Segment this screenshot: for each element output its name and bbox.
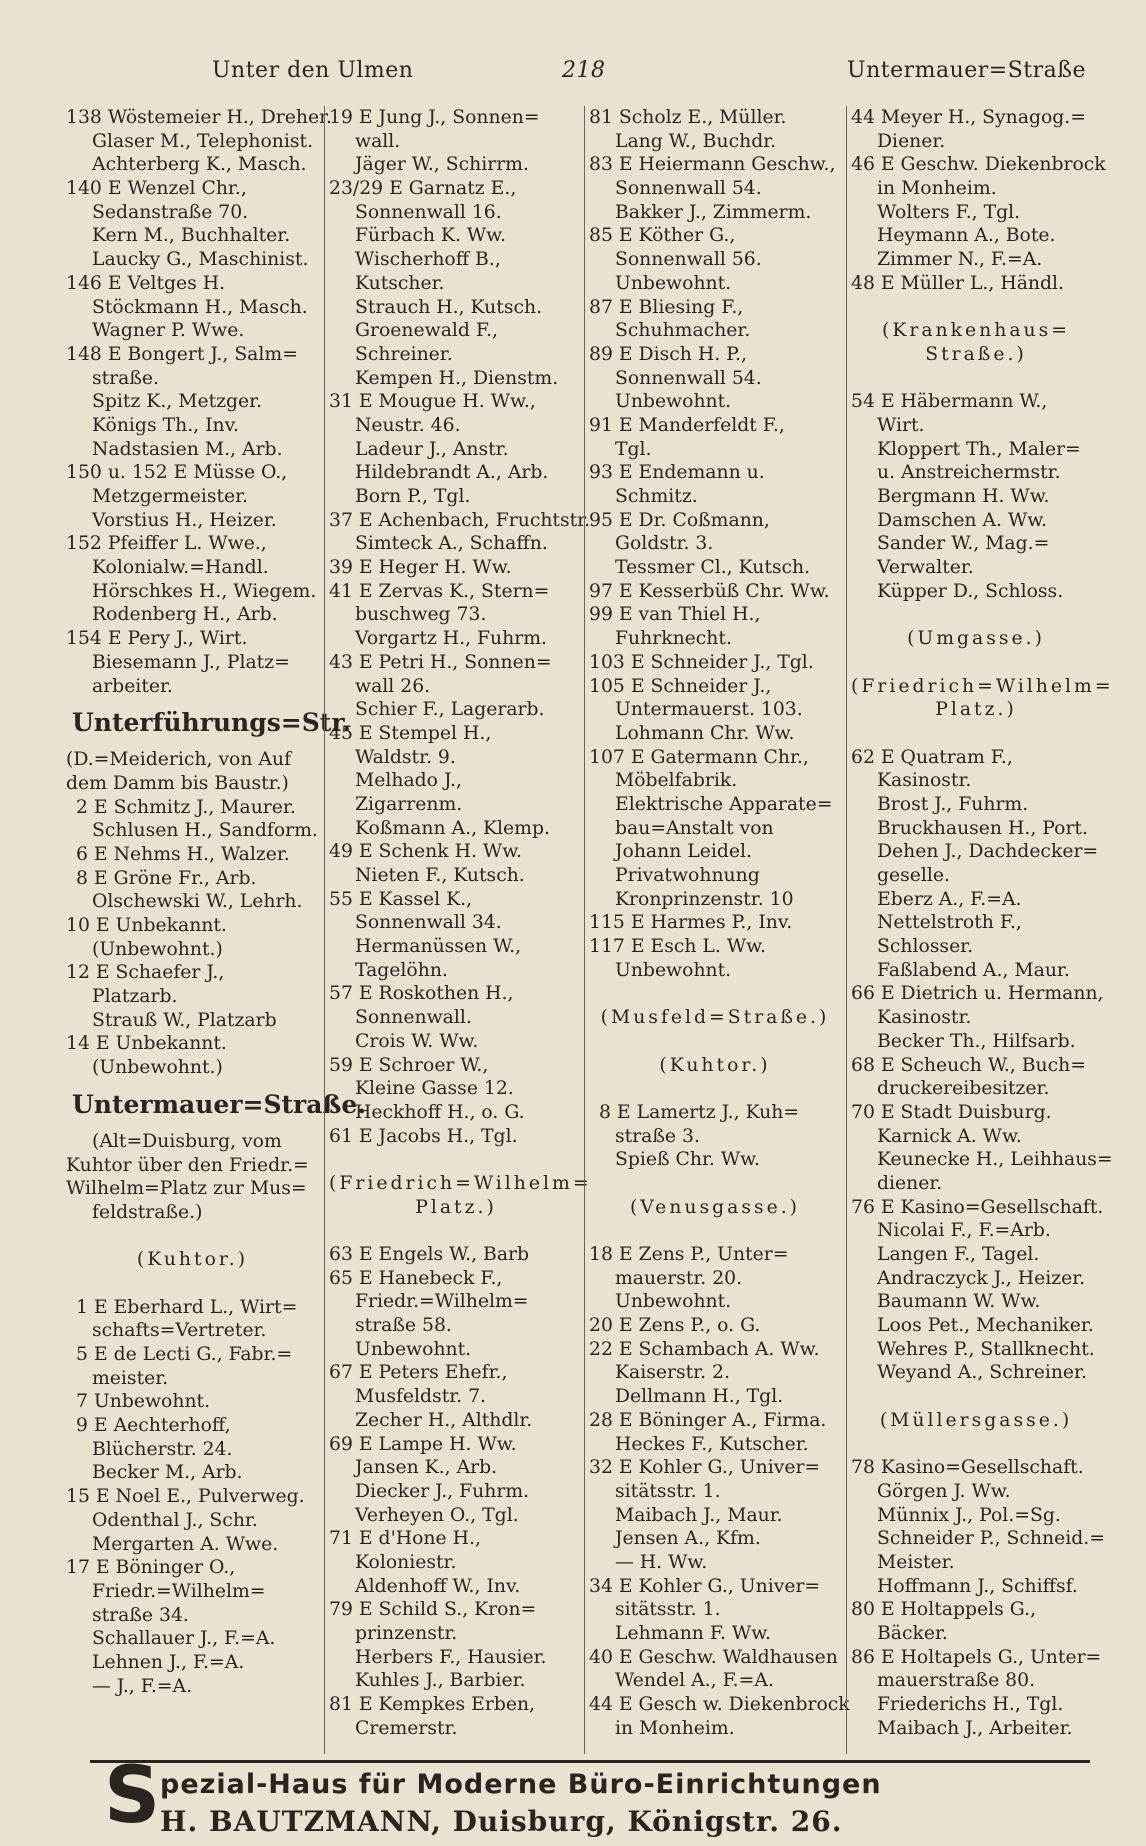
directory-entry: 5 E de Lecti G., Fabr.= [76,1344,293,1365]
directory-entry: 32 E Kohler G., Univer= [589,1457,821,1479]
directory-entry: 62 E Quatram F., [851,746,1013,768]
directory-entry: Schlosser. [877,936,974,958]
directory-entry: Fuhrknecht. [615,628,732,650]
directory-entry: 87 E Bliesing F., [589,296,744,318]
directory-entry: geselle. [877,865,950,886]
directory-entry [329,1219,583,1243]
directory-entry: 80 E Holtappels G., [851,1599,1037,1621]
directory-entry: Loos Pet., Mechaniker. [877,1315,1094,1337]
directory-entry: Wendel A., F.=A. [615,1670,774,1692]
directory-entry: Schallauer J., F.=A. [92,1628,276,1650]
directory-entry: 85 E Köther G., [589,225,736,247]
directory-entry: 152 Pfeiffer L. Wwe., [66,533,267,555]
directory-entry: 28 E Böninger A., Firma. [589,1409,827,1431]
directory-entry: Herbers F., Hausier. [355,1646,547,1668]
directory-entry: 12 E Schaefer J., [66,962,225,984]
directory-entry: Strauß W., Platzarb [92,1009,277,1031]
directory-entry: 15 E Noel E., Pulverweg. [66,1486,305,1508]
directory-entry: Karnick A. Ww. [877,1125,1022,1147]
directory-entry: Vorstius H., Heizer. [92,509,277,531]
directory-entry: 81 Scholz E., Müller. [589,107,787,128]
column-4 [846,106,1114,1754]
directory-entry: Born P., Tgl. [355,486,471,507]
directory-entry: Kloppert Th., Maler= [877,438,1081,460]
directory-entry: Rodenberg H., Arb. [92,604,278,626]
section-label: (Umgasse.) [907,628,1045,650]
directory-entry: Blücherstr. 24. [92,1438,233,1460]
directory-entry: 83 E Heiermann Geschw., [589,154,836,176]
directory-entry: Becker Th., Hilfsarb. [877,1030,1076,1052]
directory-entry: Spitz K., Metzger. [92,391,263,413]
directory-entry: Diecker J., Fuhrm. [355,1480,530,1502]
directory-entry: Olschewski W., Lehrh. [92,891,303,913]
page-header [100,58,1086,98]
directory-entry: Elektrische Apparate= [615,793,833,815]
directory-entry [851,722,1101,746]
directory-entry: sitätsstr. 1. [615,1599,721,1621]
directory-entry: Sonnenwall 54. [615,367,762,389]
directory-entry: Schreiner. [355,343,453,365]
directory-entry: Wirt. [877,414,925,436]
directory-entry: 93 E Endemann u. [589,462,765,484]
directory-entry: Langen F., Tagel. [877,1244,1040,1265]
directory-entry: Unbewohnt. [615,272,732,294]
directory-entry: Diener. [877,130,946,152]
directory-entry [851,651,1101,675]
directory-entry: Kern M., Buchhalter. [92,225,291,247]
directory-entry: Nettelstroth F., [877,912,1022,934]
directory-entry: Tagelöhn. [355,959,448,981]
directory-entry: 23/29 E Garnatz E., [329,178,517,200]
directory-entry: Johann Leidel. [615,841,752,863]
directory-entry: Kuhles J., Barbier. [355,1670,526,1692]
directory-entry: Biesemann J., Platz= [92,651,290,673]
section-label: (Venusgasse.) [629,1196,801,1218]
directory-entry: Lang W., Buchdr. [615,130,777,152]
column-1 [66,106,367,1754]
directory-entry: Schlusen H., Sandform. [92,820,318,842]
directory-entry: 148 E Bongert J., Salm= [66,343,298,365]
directory-entry: feldstraße.) [92,1201,203,1223]
directory-entry: straße 3. [615,1125,700,1147]
directory-entry: 70 E Stadt Duisburg. [851,1101,1052,1123]
directory-entry: Sonnenwall 54. [615,178,762,200]
directory-entry: Maibach J., Arbeiter. [877,1717,1073,1739]
directory-entry: Odenthal J., Schr. [92,1509,258,1531]
directory-entry: 61 E Jacobs H., Tgl. [329,1125,518,1147]
directory-entry: Sedanstraße 70. [92,201,249,223]
directory-entry: Kasinostr. [877,770,972,792]
directory-entry: 81 E Kempkes Erben, [329,1694,536,1716]
directory-entry: Lohmann Chr. Ww. [615,722,795,744]
directory-entry: Andraczyck J., Heizer. [877,1267,1086,1289]
directory-entry: bau=Anstalt von [615,817,774,839]
directory-entry: 76 E Kasino=Gesellschaft. [851,1196,1104,1218]
directory-entry: Tessmer Cl., Kutsch. [615,557,811,579]
directory-entry: 8 E Gröne Fr., Arb. [76,867,257,889]
directory-entry: Dehen J., Dachdecker= [877,841,1099,863]
directory-entry: Sonnenwall 56. [615,249,762,271]
directory-entry: (Alt=Duisburg, vom [92,1130,282,1152]
directory-entry: 69 E Lampe H. Ww. [329,1433,517,1455]
directory-entry: 78 Kasino=Gesellschaft. [851,1457,1084,1479]
directory-entry [66,1272,319,1296]
directory-entry: Waldstr. 9. [355,746,456,768]
directory-entry: Wolters F., Tgl. [877,201,1021,223]
directory-entry: Wagner P. Wwe. [92,320,245,342]
directory-entry: mauerstraße 80. [877,1670,1036,1692]
directory-entry: Zecher H., Althdlr. [355,1409,533,1431]
section-label: Straße.) [925,343,1027,365]
directory-entry: druckereibesitzer. [877,1078,1050,1100]
directory-entry: Cremerstr. [355,1717,458,1739]
directory-entry: Hörschkes H., Wiegem. [92,580,317,602]
directory-entry: Kasinostr. [877,1007,972,1029]
directory-entry: 31 E Mougue H. Ww., [329,391,536,413]
directory-entry: Bakker J., Zimmerm. [615,201,812,223]
directory-entry: 10 E Unbekannt. [66,915,227,936]
directory-entry [851,1433,1101,1457]
directory-entry: 46 E Geschw. Diekenbrock [851,154,1106,176]
directory-entry: arbeiter. [92,675,173,697]
directory-entry: Sander W., Mag.= [877,533,1050,555]
directory-entry: Baumann W. Ww. [877,1291,1041,1313]
directory-entry: Kempen H., Dienstm. [355,367,559,389]
section-label: Platz.) [415,1196,497,1218]
directory-entry: Friedr.=Wilhelm= [92,1580,266,1602]
directory-entry: Lehmann F. Ww. [615,1623,772,1644]
directory-entry: Bruckhausen H., Port. [877,817,1088,839]
directory-entry: 1 E Eberhard L., Wirt= [76,1296,298,1318]
directory-entry: 18 E Zens P., Unter= [589,1244,789,1265]
directory-entry [851,1385,1101,1409]
directory-entry: Privatwohnung [615,865,760,886]
directory-entry: Nieten F., Kutsch. [355,865,525,886]
directory-entry: Damschen A. Ww. [877,509,1048,531]
directory-entry: (Unbewohnt.) [92,1057,223,1079]
directory-entry: Faßlabend A., Maur. [877,959,1070,981]
directory-entry: Tgl. [615,438,652,460]
directory-entry: 37 E Achenbach, Fruchtstr. [329,509,591,531]
directory-entry [589,1219,841,1243]
directory-entry: 41 E Zervas K., Stern= [329,580,550,602]
directory-entry: Kuhtor über den Friedr.= [66,1154,309,1176]
directory-entry: Sonnenwall 34. [355,912,502,934]
directory-entry: 65 E Hanebeck F., [329,1267,503,1289]
advertisement [90,1751,1090,1843]
directory-entry: Lehnen J., F.=A. [92,1651,245,1673]
section-label: (Krankenhaus= [882,320,1070,342]
directory-entry: Brost J., Fuhrm. [877,793,1029,815]
directory-entry: meister. [92,1367,169,1389]
directory-entry: 71 E d'Hone H., [329,1528,481,1550]
directory-entry: Kronprinzenstr. 10 [615,888,794,910]
directory-entry: 95 E Dr. Coßmann, [589,509,770,531]
header-right: Untermauer=Straße [847,58,1086,83]
directory-entry [851,367,1101,391]
directory-entry: Görgen J. Ww. [877,1480,1011,1502]
directory-entry: Melhado J., [355,770,462,792]
ad-line-2: H. BAUTZMANN, Duisburg, Königstr. 26. [160,1805,843,1838]
directory-entry: Keunecke H., Leihhaus= [877,1149,1113,1171]
directory-entry: Heckhoff H., o. G. [355,1101,525,1123]
directory-entry: Unbewohnt. [615,1291,732,1313]
directory-entry: buschweg 73. [355,604,487,626]
directory-entry: Schneider P., Schneid.= [877,1528,1105,1550]
header-left: Unter den Ulmen [212,58,414,83]
directory-entry: Simteck A., Schaffn. [355,533,548,555]
directory-entry: 66 E Dietrich u. Hermann, [851,983,1104,1005]
directory-entry: 2 E Schmitz J., Maurer. [76,796,296,818]
directory-entry [589,1172,841,1196]
directory-entry: 67 E Peters Ehefr., [329,1362,508,1384]
section-label: (Müllersgasse.) [879,1409,1073,1431]
directory-entry: 57 E Roskothen H., [329,983,514,1005]
ad-initial: S [104,1751,161,1841]
directory-entry: Aldenhoff W., Inv. [355,1575,521,1597]
directory-entry: 34 E Kohler G., Univer= [589,1575,821,1597]
directory-entry: Neustr. 46. [355,414,461,436]
section-label: (Musfeld=Straße.) [600,1007,830,1029]
directory-entry: — J., F.=A. [92,1675,193,1697]
directory-entry: Metzgermeister. [92,486,249,507]
directory-entry: Hildebrandt A., Arb. [355,462,549,484]
directory-entry [66,1225,319,1249]
directory-entry: Verwalter. [877,557,974,579]
directory-entry [851,603,1101,627]
directory-entry: Friedr.=Wilhelm= [355,1291,529,1313]
directory-entry: 115 E Harmes P., Inv. [589,912,793,934]
directory-entry: wall. [355,130,401,152]
directory-entry: in Monheim. [615,1717,735,1739]
directory-entry: Crois W. Ww. [355,1030,479,1052]
directory-entry: Laucky G., Maschinist. [92,249,309,271]
directory-entry: Koloniestr. [355,1551,457,1573]
directory-entry: 99 E van Thiel H., [589,604,761,626]
section-label: (Kuhtor.) [659,1054,771,1076]
directory-entry: dem Damm bis Baustr.) [66,772,289,794]
directory-entry: Koßmann A., Klemp. [355,817,550,839]
directory-entry: 39 E Heger H. Ww. [329,557,512,579]
directory-entry: Untermauerst. 103. [615,699,803,721]
directory-entry: Heymann A., Bote. [877,225,1056,247]
directory-entry: Schmitz. [615,486,698,507]
directory-entry: 55 E Kassel K., [329,888,473,910]
directory-entry: Friederichs H., Tgl. [877,1694,1064,1716]
directory-entry: in Monheim. [877,178,997,200]
directory-entry: Stöckmann H., Masch. [92,296,308,318]
directory-entry: Zigarrenm. [355,793,463,815]
directory-entry: Kaiserstr. 2. [615,1362,730,1384]
directory-entry: Wischerhoff B., [355,249,501,271]
directory-entry: 146 E Veltges H. [66,272,226,294]
directory-entry: Achterberg K., Masch. [92,154,307,176]
directory-entry: Vorgartz H., Fuhrm. [355,628,548,650]
directory-entry: 105 E Schneider J., [589,675,772,697]
directory-entry: straße 34. [92,1604,189,1626]
directory-entry: Bäcker. [877,1623,948,1644]
directory-entry: Wehres P., Stallknecht. [877,1338,1095,1360]
section-label: (Friedrich=Wilhelm= [329,1172,592,1194]
directory-entry: 43 E Petri H., Sonnen= [329,651,552,673]
directory-entry: Ladeur J., Anstr. [355,438,509,460]
directory-entry: Nicolai F., F.=Arb. [877,1220,1051,1242]
section-label: (Friedrich=Wilhelm= [851,675,1114,697]
street-heading: Untermauer=Straße. [72,1089,367,1119]
directory-entry: 17 E Böninger O., [66,1557,236,1579]
directory-entry: 91 E Manderfeldt F., [589,414,785,436]
directory-entry: Unbewohnt. [615,959,732,981]
directory-entry: 7 Unbewohnt. [76,1391,211,1413]
directory-entry: Meister. [877,1551,955,1573]
directory-entry: Königs Th., Inv. [92,414,239,436]
directory-entry: Unbewohnt. [615,391,732,413]
section-label: (Kuhtor.) [136,1249,249,1271]
directory-entry: Nadstasien M., Arb. [92,438,283,460]
directory-entry: 86 E Holtapels G., Unter= [851,1646,1102,1668]
directory-entry: diener. [877,1172,943,1194]
directory-entry: 40 E Geschw. Waldhausen [589,1646,838,1668]
directory-entry: 9 E Aechterhoff, [76,1415,231,1437]
directory-entry: Platzarb. [92,986,178,1008]
directory-entry: mauerstr. 20. [615,1267,743,1289]
directory-entry: prinzenstr. [355,1623,458,1644]
directory-entry: 138 Wöstemeier H., Dreher. [66,107,332,128]
section-label: Platz.) [935,699,1017,721]
directory-entry [589,1077,841,1101]
directory-entry: Küpper D., Schloss. [877,580,1064,602]
directory-entry: Jensen A., Kfm. [615,1528,761,1550]
ad-line-1: pezial-Haus für Moderne Büro-Einrichtungen [160,1769,882,1800]
directory-entry: Becker M., Arb. [92,1462,243,1484]
directory-entry: 89 E Disch H. P., [589,343,747,365]
directory-entry: Verheyen O., Tgl. [355,1504,519,1526]
directory-entry: Hoffmann J., Schiffsf. [877,1575,1078,1597]
directory-entry: Strauch H., Kutsch. [355,296,543,318]
directory-entry: — H. Ww. [615,1551,708,1573]
directory-entry: 44 E Gesch w. Diekenbrock [589,1694,850,1716]
directory-entry: 45 E Stempel H., [329,722,492,744]
directory-entry: (Unbewohnt.) [92,938,223,960]
column-3 [584,106,850,1754]
directory-entry: 19 E Jung J., Sonnen= [329,107,540,128]
directory-entry: wall 26. [355,675,431,697]
directory-entry: sitätsstr. 1. [615,1480,721,1502]
directory-entry [589,1030,841,1054]
directory-entry: Hermanüssen W., [355,936,522,958]
directory-entry: Eberz A., F.=A. [877,888,1022,910]
directory-entry: Weyand A., Schreiner. [877,1362,1087,1384]
directory-entry: Spieß Chr. Ww. [615,1149,760,1171]
directory-entry: (D.=Meiderich, von Auf [66,749,292,771]
column-2 [324,106,592,1754]
directory-entry: Bergmann H. Ww. [877,486,1050,507]
directory-entry: 54 E Häbermann W., [851,391,1048,413]
directory-entry: 97 E Kesserbüß Chr. Ww. [589,580,830,602]
directory-entry: 48 E Müller L., Händl. [851,272,1065,294]
directory-entry [851,296,1101,320]
directory-entry: Jäger W., Schirrm. [355,154,529,176]
directory-entry: 140 E Wenzel Chr., [66,178,247,200]
directory-entry: Mergarten A. Wwe. [92,1533,279,1555]
directory-entry: 117 E Esch L. Ww. [589,936,766,958]
directory-entry: Schier F., Lagerarb. [355,699,545,721]
directory-entry: Wilhelm=Platz zur Mus= [66,1178,307,1200]
directory-entry: Jansen K., Arb. [355,1457,498,1479]
directory-entry: Kolonialw.=Handl. [92,557,269,579]
directory-entry: Kleine Gasse 12. [355,1078,514,1100]
directory-entry: 79 E Schild S., Kron= [329,1599,537,1621]
directory-entry: 44 Meyer H., Synagog.= [851,107,1087,128]
directory-entry: 107 E Gatermann Chr., [589,746,809,768]
directory-entry: Dellmann H., Tgl. [615,1386,784,1408]
directory-entry: Schuhmacher. [615,320,751,342]
directory-entry: Goldstr. 3. [615,533,714,555]
directory-entry: Sonnenwall. [355,1007,472,1029]
directory-entry: Musfeldstr. 7. [355,1386,487,1408]
directory-entry: 59 E Schroer W., [329,1054,489,1076]
directory-entry: Möbelfabrik. [615,770,738,792]
directory-entry: Groenewald F., [355,320,498,342]
directory-entry: 22 E Schambach A. Ww. [589,1338,820,1360]
directory-entry: 103 E Schneider J., Tgl. [589,651,814,673]
directory-entry: Unbewohnt. [355,1338,472,1360]
directory-entry: 49 E Schenk H. Ww. [329,841,523,863]
directory-entry [329,1148,583,1172]
directory-entry: 6 E Nehms H., Walzer. [76,843,290,865]
directory-entry: schafts=Vertreter. [92,1320,267,1342]
directory-entry: straße. [92,367,159,389]
directory-entry: Kutscher. [355,272,445,294]
page-number: 218 [562,58,606,83]
directory-entry: Fürbach K. Ww. [355,225,507,247]
directory-entry [589,982,841,1006]
directory-entry: Zimmer N., F.=A. [877,249,1043,271]
directory-entry: 68 E Scheuch W., Buch= [851,1054,1087,1076]
directory-entry: 20 E Zens P., o. G. [589,1315,761,1337]
directory-entry: Sonnenwall 16. [355,201,502,223]
directory-entry: 14 E Unbekannt. [66,1033,227,1055]
directory-entry: 8 E Lamertz J., Kuh= [599,1101,800,1123]
directory-entry: Heckes F., Kutscher. [615,1433,809,1455]
directory-entry: 150 u. 152 E Müsse O., [66,462,288,484]
directory-entry: 63 E Engels W., Barb [329,1244,530,1265]
directory-entry: straße 58. [355,1315,452,1337]
directory-entry: Maibach J., Maur. [615,1504,783,1526]
street-heading: Unterführungs=Str. [72,708,351,738]
directory-entry: Glaser M., Telephonist. [92,130,314,152]
directory-entry: 154 E Pery J., Wirt. [66,628,248,650]
directory-entry: Münnix J., Pol.=Sg. [877,1504,1061,1526]
directory-entry: u. Anstreichermstr. [877,462,1061,484]
